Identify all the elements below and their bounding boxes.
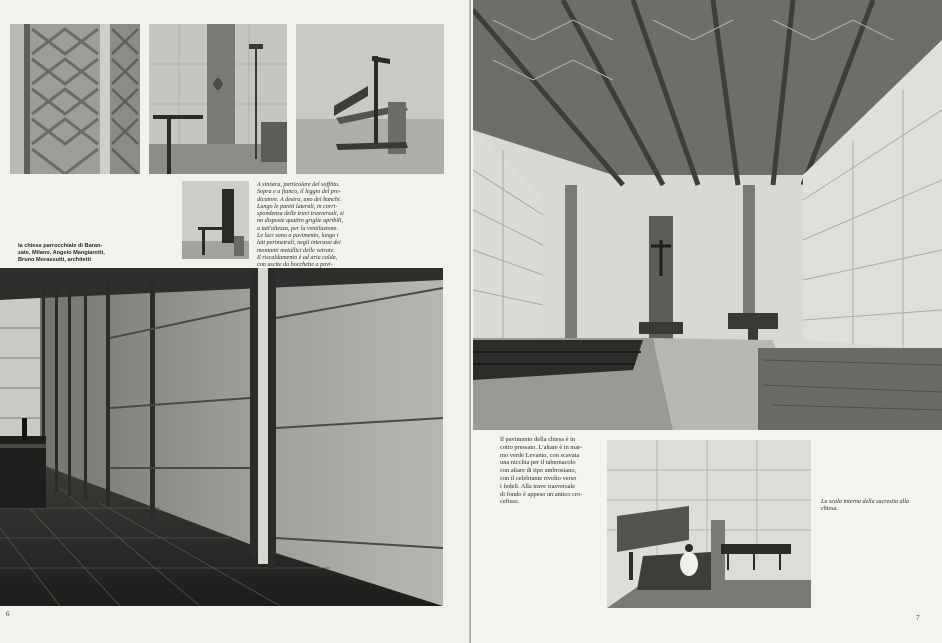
- photo-lectern-profile: [182, 181, 249, 259]
- photo-lectern: [149, 24, 287, 174]
- right-page: [471, 0, 942, 643]
- floor-altar-caption: Il pavimento della chiesa è in cotto pressato. L'altare è in mar- mo verde Levanto, con scavata una nicchia per il tabernacolo con altare di tipo ambrosiano, con il celebrante rivolto verso i fedeli. Alla trave trasversale di fondo è appeso un antico cro- cefisso.: [500, 436, 583, 506]
- photo-pew: [296, 24, 444, 174]
- page-number-left: 6: [6, 610, 10, 618]
- page-number-right: 7: [916, 614, 920, 622]
- photo-nave-altar: [473, 0, 942, 430]
- photo-sacristy-stairs: [607, 440, 811, 608]
- details-caption: A sinistra, particolare del soffitto. Sopra e a fianco, il leggio del pre- dicatore. A destra, uno dei banchi. Lungo le pareti laterali, in corri- spondenza delle travi trasversali, si no disposte quattro griglie apribili, a tutt'altezza, per la ventilazione. Le luci sono a pavimento, lungo i lati perimetrali, negli interassi dei montanti metallici delle vetrate. Il riscaldamento è ad aria calda, con uscite da bocchette a pavi-: [257, 182, 344, 269]
- stairs-caption: La scala interna della sacrestia alla chiesa.: [821, 499, 909, 513]
- photo-interior-wall: [0, 268, 443, 606]
- photo-ceiling-detail: [10, 24, 140, 174]
- church-title-caption: la chiesa parrocchiale di Baran- zate, Milano, Angelo Mangiarotti, Bruno Morassutti, architetti: [18, 243, 105, 263]
